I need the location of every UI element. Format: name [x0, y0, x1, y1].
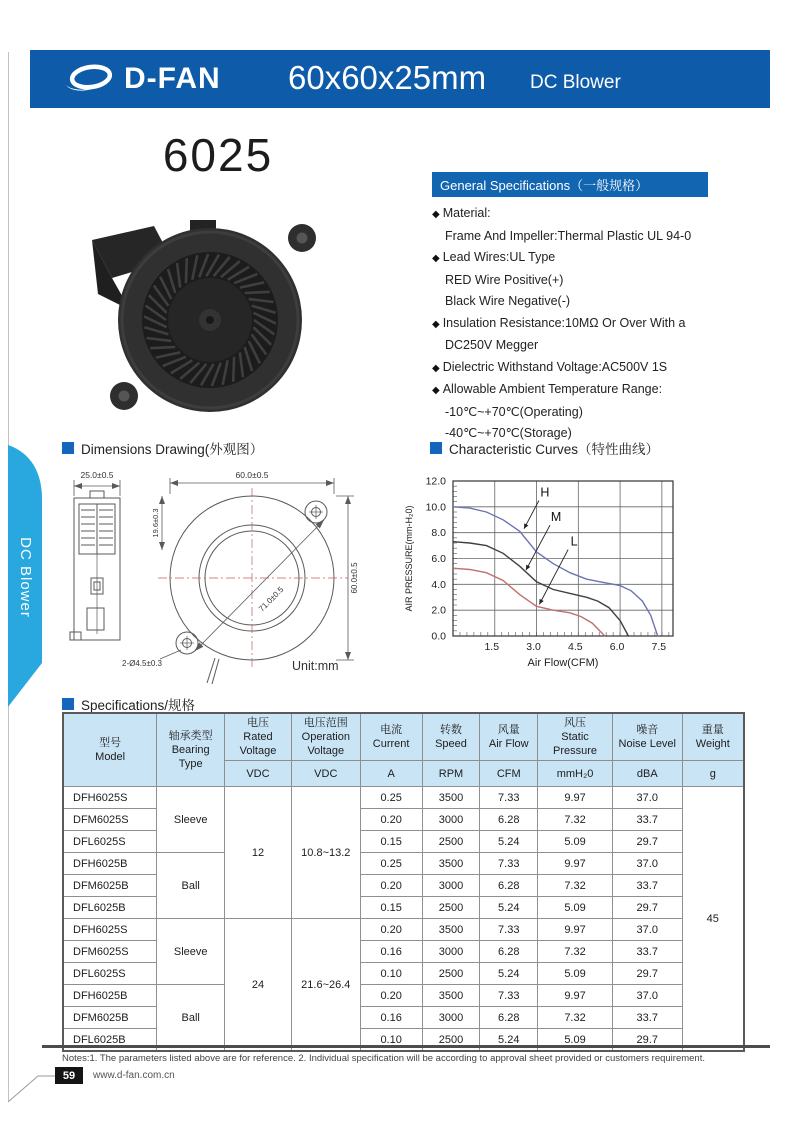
spec-line-text: -40℃~+70℃(Storage) — [445, 426, 572, 440]
xtick-label: 7.5 — [651, 641, 667, 653]
col-static-pressure: 风压 Static Pressure — [538, 713, 613, 761]
curve-L — [453, 568, 605, 636]
model-cell: DFL6025S — [63, 963, 157, 985]
xtick-label: 4.5 — [568, 641, 583, 653]
pressure-cell: 7.32 — [538, 941, 613, 963]
current-cell: 0.16 — [360, 1007, 422, 1029]
curves-section-title — [430, 438, 659, 458]
unit-cell: VDC — [225, 761, 292, 787]
airflow-cell: 7.33 — [480, 787, 538, 809]
spec-line-text: Allowable Ambient Temperature Range: — [442, 382, 663, 396]
brand-logo — [64, 61, 221, 97]
dim-inlet-offset: 19.6±0.3 — [151, 508, 160, 538]
diamond-bullet-icon: ◆ — [432, 362, 440, 374]
pressure-cell: 7.32 — [538, 809, 613, 831]
series-label-M: M — [550, 510, 562, 525]
speed-cell: 2500 — [422, 1029, 480, 1052]
noise-cell: 37.0 — [612, 853, 682, 875]
unit-cell: mmH₂0 — [538, 761, 613, 787]
product-photo-blower-fan — [72, 198, 338, 424]
speed-cell: 3500 — [422, 853, 480, 875]
impeller-blade — [245, 292, 270, 293]
spec-line-text: Dielectric Withstand Voltage:AC500V 1S — [442, 359, 668, 374]
bearing-cell: Ball — [157, 853, 225, 919]
ytick-label: 0.0 — [431, 630, 446, 643]
noise-cell: 29.7 — [612, 1029, 682, 1052]
airflow-cell: 5.24 — [480, 1029, 538, 1052]
pressure-cell: 7.32 — [538, 1007, 613, 1029]
spec-line-text: Frame And Impeller:Thermal Plastic UL 94-0 — [445, 228, 692, 243]
side-width-dimension — [74, 480, 120, 496]
specifications-table — [62, 712, 745, 1052]
blue-square-icon — [62, 698, 74, 710]
unit-cell: dBA — [612, 761, 682, 787]
annotation-arrow-line — [526, 525, 550, 570]
diamond-bullet-icon: ◆ — [432, 318, 440, 330]
xtick-label: 1.5 — [484, 641, 500, 653]
speed-cell: 3000 — [422, 809, 480, 831]
diamond-bullet-icon: ◆ — [432, 385, 440, 396]
pressure-cell: 7.32 — [538, 875, 613, 897]
impeller-blade — [150, 347, 175, 348]
speed-cell: 3000 — [422, 1007, 480, 1029]
airflow-cell: 5.24 — [480, 897, 538, 919]
ytick-label: 12.0 — [425, 475, 446, 488]
xtick-label: 6.0 — [609, 641, 625, 653]
speed-cell: 3000 — [422, 941, 480, 963]
col-rated-voltage: 电压 Rated Voltage — [225, 713, 292, 761]
spec-line — [432, 226, 777, 248]
pressure-cell: 5.09 — [538, 897, 613, 919]
operation-voltage-cell: 10.8~13.2 — [291, 787, 360, 919]
spec-line-text: Insulation Resistance:10MΩ Or Over With a — [442, 315, 686, 330]
blue-square-icon — [62, 442, 74, 454]
pressure-cell: 9.97 — [538, 787, 613, 809]
impeller-blade — [186, 258, 187, 283]
page-corner-line — [0, 1068, 62, 1110]
spec-line-text: -10℃~+70℃(Operating) — [445, 404, 583, 419]
pressure-cell: 5.09 — [538, 1029, 613, 1052]
specifications-title-text: Specifications/规格 — [81, 698, 196, 713]
model-cell: DFL6025S — [63, 831, 157, 853]
model-cell: DFM6025S — [63, 941, 157, 963]
spec-line — [432, 357, 777, 380]
unit-cell: A — [360, 761, 422, 787]
dimensions-title-text: Dimensions Drawing(外观图） — [81, 442, 264, 457]
diamond-bullet-icon: ◆ — [432, 209, 440, 220]
model-cell: DFH6025S — [63, 919, 157, 941]
spec-line — [432, 291, 777, 313]
noise-cell: 37.0 — [612, 787, 682, 809]
current-cell: 0.16 — [360, 941, 422, 963]
pressure-cell: 5.09 — [538, 963, 613, 985]
bearing-cell: Ball — [157, 985, 225, 1052]
y-axis-title: AIR PRESSURE(mm-H₂0) — [404, 505, 414, 612]
website-url: www.d-fan.com.cn — [93, 1070, 175, 1081]
spec-line — [432, 270, 777, 292]
spec-line — [432, 203, 777, 226]
dimensions-drawing — [60, 466, 394, 686]
ytick-label: 4.0 — [431, 578, 446, 591]
series-label-H: H — [540, 485, 550, 500]
airflow-cell: 6.28 — [480, 809, 538, 831]
page-title: 60x60x25mm — [288, 59, 487, 96]
current-cell: 0.25 — [360, 853, 422, 875]
col-weight: 重量 Weight — [682, 713, 744, 761]
noise-cell: 29.7 — [612, 963, 682, 985]
speed-cell: 2500 — [422, 897, 480, 919]
unit-cell: CFM — [480, 761, 538, 787]
weight-cell: 45 — [682, 787, 744, 1052]
col-operation-voltage: 电压范围 Operation Voltage — [291, 713, 360, 761]
current-cell: 0.10 — [360, 963, 422, 985]
unit-label: Unit:mm — [292, 659, 339, 673]
table-row — [63, 853, 744, 875]
current-cell: 0.10 — [360, 1029, 422, 1052]
model-cell: DFM6025S — [63, 809, 157, 831]
col-current: 电流 Current — [360, 713, 422, 761]
speed-cell: 2500 — [422, 963, 480, 985]
impeller-blade — [233, 357, 234, 382]
unit-cell: VDC — [291, 761, 360, 787]
fan-swoosh-icon — [64, 61, 118, 97]
product-model-title: 6025 — [162, 129, 274, 181]
speed-cell: 3000 — [422, 875, 480, 897]
current-cell: 0.20 — [360, 875, 422, 897]
airflow-cell: 6.28 — [480, 941, 538, 963]
holes-leader-line — [160, 650, 181, 659]
dim-front-width: 60.0±0.5 — [235, 470, 269, 480]
series-label-L: L — [570, 534, 578, 549]
pressure-cell: 5.09 — [538, 831, 613, 853]
current-cell: 0.20 — [360, 919, 422, 941]
rated-voltage-cell: 12 — [225, 787, 292, 919]
noise-cell: 29.7 — [612, 897, 682, 919]
model-cell: DFL6025B — [63, 1029, 157, 1052]
col-noise-level: 噪音 Noise Level — [612, 713, 682, 761]
xtick-label: 3.0 — [526, 641, 541, 653]
current-cell: 0.20 — [360, 985, 422, 1007]
ytick-label: 8.0 — [431, 527, 446, 540]
ytick-label: 6.0 — [431, 553, 446, 565]
spec-line — [432, 335, 777, 357]
header-bar — [30, 50, 770, 108]
side-view — [70, 491, 120, 640]
noise-cell: 33.7 — [612, 941, 682, 963]
blue-square-icon — [430, 442, 442, 454]
speed-cell: 3500 — [422, 919, 480, 941]
model-cell: DFH6025S — [63, 787, 157, 809]
airflow-cell: 5.24 — [480, 963, 538, 985]
current-cell: 0.25 — [360, 787, 422, 809]
current-cell: 0.15 — [360, 831, 422, 853]
unit-cell: RPM — [422, 761, 480, 787]
col-bearing-type: 轴承类型 Bearing Type — [157, 713, 225, 787]
airflow-cell: 7.33 — [480, 853, 538, 875]
curve-H — [453, 507, 658, 636]
model-cell: DFH6025B — [63, 853, 157, 875]
spec-line — [432, 313, 777, 336]
pressure-cell: 9.97 — [538, 853, 613, 875]
model-cell: DFL6025B — [63, 897, 157, 919]
spec-line-text: Material: — [442, 206, 491, 220]
dim-side-width: 25.0±0.5 — [80, 470, 114, 480]
table-row — [63, 787, 744, 809]
airflow-cell: 5.24 — [480, 831, 538, 853]
specifications-section-title — [62, 694, 195, 714]
page-subtitle: DC Blower — [530, 72, 621, 93]
spec-line — [432, 402, 777, 424]
airflow-cell: 7.33 — [480, 919, 538, 941]
diamond-bullet-icon: ◆ — [432, 253, 440, 264]
spec-line-text: DC250V Megger — [445, 338, 539, 352]
current-cell: 0.15 — [360, 897, 422, 919]
noise-cell: 29.7 — [612, 831, 682, 853]
airflow-cell: 6.28 — [480, 1007, 538, 1029]
table-header — [63, 713, 744, 787]
notes-text: Notes:1. The parameters listed above are for reference. 2. Individual specification will be according to approval sheet provided or customers requirement. — [62, 1053, 705, 1064]
spec-line-text: Lead Wires:UL Type — [442, 250, 556, 264]
dim-front-height: 60.0±0.5 — [350, 562, 359, 594]
general-specs-list — [432, 203, 777, 445]
characteristic-curves-chart — [400, 460, 772, 690]
pressure-cell: 9.97 — [538, 919, 613, 941]
col-air-flow: 风量 Air Flow — [480, 713, 538, 761]
noise-cell: 33.7 — [612, 1007, 682, 1029]
x-axis-title: Air Flow(CFM) — [527, 657, 599, 669]
unit-cell: g — [682, 761, 744, 787]
airflow-cell: 6.28 — [480, 875, 538, 897]
speed-cell: 3500 — [422, 985, 480, 1007]
ytick-label: 10.0 — [425, 501, 446, 514]
spec-line — [432, 247, 777, 270]
speed-cell: 3500 — [422, 787, 480, 809]
curve-M — [453, 542, 628, 636]
table-row — [63, 919, 744, 941]
rated-voltage-cell: 24 — [225, 919, 292, 1052]
dimensions-section-title — [62, 438, 263, 458]
sidebar-tab-label: DC Blower — [16, 537, 34, 618]
current-cell: 0.20 — [360, 809, 422, 831]
table-row — [63, 985, 744, 1007]
noise-cell: 33.7 — [612, 809, 682, 831]
bearing-cell: Sleeve — [157, 787, 225, 853]
model-cell: DFH6025B — [63, 985, 157, 1007]
dim-diagonal: 71.0±0.5 — [257, 585, 286, 614]
dim-holes: 2-Ø4.5±0.3 — [122, 659, 162, 668]
bearing-cell: Sleeve — [157, 919, 225, 985]
speed-cell: 2500 — [422, 831, 480, 853]
col-speed: 转数 Speed — [422, 713, 480, 761]
operation-voltage-cell: 21.6~26.4 — [291, 919, 360, 1052]
noise-cell: 33.7 — [612, 875, 682, 897]
sidebar-tab — [8, 445, 42, 710]
page-number-badge: 59 — [55, 1067, 83, 1084]
model-cell: DFM6025B — [63, 1007, 157, 1029]
specifications-table-wrap — [62, 712, 745, 1052]
pressure-cell: 9.97 — [538, 985, 613, 1007]
noise-cell: 37.0 — [612, 985, 682, 1007]
spec-line — [432, 379, 777, 402]
spec-line-text: Black Wire Negative(-) — [445, 294, 571, 308]
notes-separator — [42, 1045, 770, 1048]
curves-title-text: Characteristic Curves（特性曲线） — [449, 442, 660, 457]
spec-line-text: RED Wire Positive(+) — [445, 272, 564, 287]
noise-cell: 37.0 — [612, 919, 682, 941]
table-body — [63, 787, 744, 1052]
airflow-cell: 7.33 — [480, 985, 538, 1007]
model-cell: DFM6025B — [63, 875, 157, 897]
general-specs-header: General Specifications（一般规格） — [432, 172, 708, 197]
brand-name: D-FAN — [124, 62, 221, 95]
col-model: 型号 Model — [63, 713, 157, 787]
ytick-label: 2.0 — [431, 604, 446, 617]
